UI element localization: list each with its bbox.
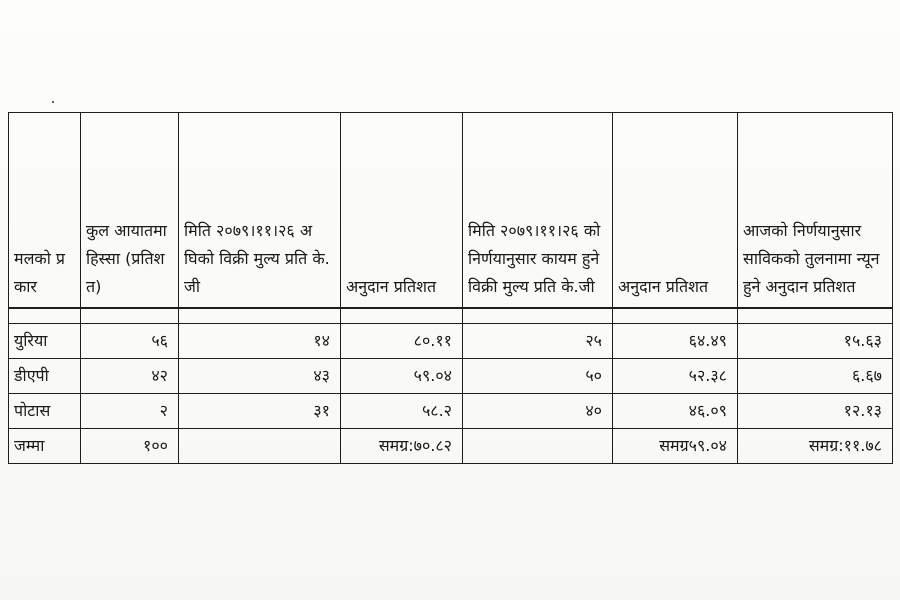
spacer-cell bbox=[613, 308, 738, 324]
table-cell: १२.१३ bbox=[738, 394, 893, 429]
table-cell: ५९.०४ bbox=[341, 359, 463, 394]
table-cell: ५८.२ bbox=[341, 394, 463, 429]
table-cell: ४६.०९ bbox=[613, 394, 738, 429]
spacer-cell bbox=[341, 308, 463, 324]
table-cell: ६.६७ bbox=[738, 359, 893, 394]
row-label: डीएपी bbox=[9, 359, 81, 394]
row-label: पोटास bbox=[9, 394, 81, 429]
table-row-dap bbox=[9, 359, 893, 394]
header-previous-subsidy: अनुदान प्रतिशत bbox=[341, 113, 463, 309]
header-previous-price: मिति २०७९।११।२६ अघिको विक्री मुल्य प्रति के.जी bbox=[179, 113, 341, 309]
header-fertilizer-type: मलको प्रकार bbox=[9, 113, 81, 309]
table-cell: समग्र५९.०४ bbox=[613, 429, 738, 464]
header-subsidy-reduction: आजको निर्णयानुसार साविकको तुलनामा न्यून हुने अनुदान प्रतिशत bbox=[738, 113, 893, 309]
spacer-cell bbox=[463, 308, 613, 324]
table-cell: १४ bbox=[179, 324, 341, 359]
fertilizer-subsidy-table bbox=[8, 112, 893, 464]
spacer-cell bbox=[9, 308, 81, 324]
spacer-cell bbox=[179, 308, 341, 324]
table-cell: ३१ bbox=[179, 394, 341, 429]
table-cell: १५.६३ bbox=[738, 324, 893, 359]
row-label: युरिया bbox=[9, 324, 81, 359]
table-cell: ६४.४९ bbox=[613, 324, 738, 359]
table-cell: ५० bbox=[463, 359, 613, 394]
table-cell bbox=[463, 429, 613, 464]
header-new-price: मिति २०७९।११।२६ को निर्णयानुसार कायम हुने विक्री मुल्य प्रति के.जी bbox=[463, 113, 613, 309]
spacer-cell bbox=[738, 308, 893, 324]
table-cell: २५ bbox=[463, 324, 613, 359]
table-cell: ८०.११ bbox=[341, 324, 463, 359]
table-row-potash bbox=[9, 394, 893, 429]
table-cell: ४० bbox=[463, 394, 613, 429]
table-cell bbox=[179, 429, 341, 464]
table-cell: ५६ bbox=[81, 324, 179, 359]
table-cell: १०० bbox=[81, 429, 179, 464]
scan-speck bbox=[52, 101, 54, 103]
header-new-subsidy: अनुदान प्रतिशत bbox=[613, 113, 738, 309]
table-cell: ५२.३८ bbox=[613, 359, 738, 394]
row-label: जम्मा bbox=[9, 429, 81, 464]
header-row bbox=[9, 113, 893, 309]
spacer-row bbox=[9, 308, 893, 324]
table-cell: ४३ bbox=[179, 359, 341, 394]
table-cell: समग्र:७०.८२ bbox=[341, 429, 463, 464]
spacer-cell bbox=[81, 308, 179, 324]
table-cell: २ bbox=[81, 394, 179, 429]
table-row-total bbox=[9, 429, 893, 464]
table-cell: ४२ bbox=[81, 359, 179, 394]
table-row-urea bbox=[9, 324, 893, 359]
table-cell: समग्र:११.७८ bbox=[738, 429, 893, 464]
header-import-share: कुल आयातमा हिस्सा (प्रतिशत) bbox=[81, 113, 179, 309]
